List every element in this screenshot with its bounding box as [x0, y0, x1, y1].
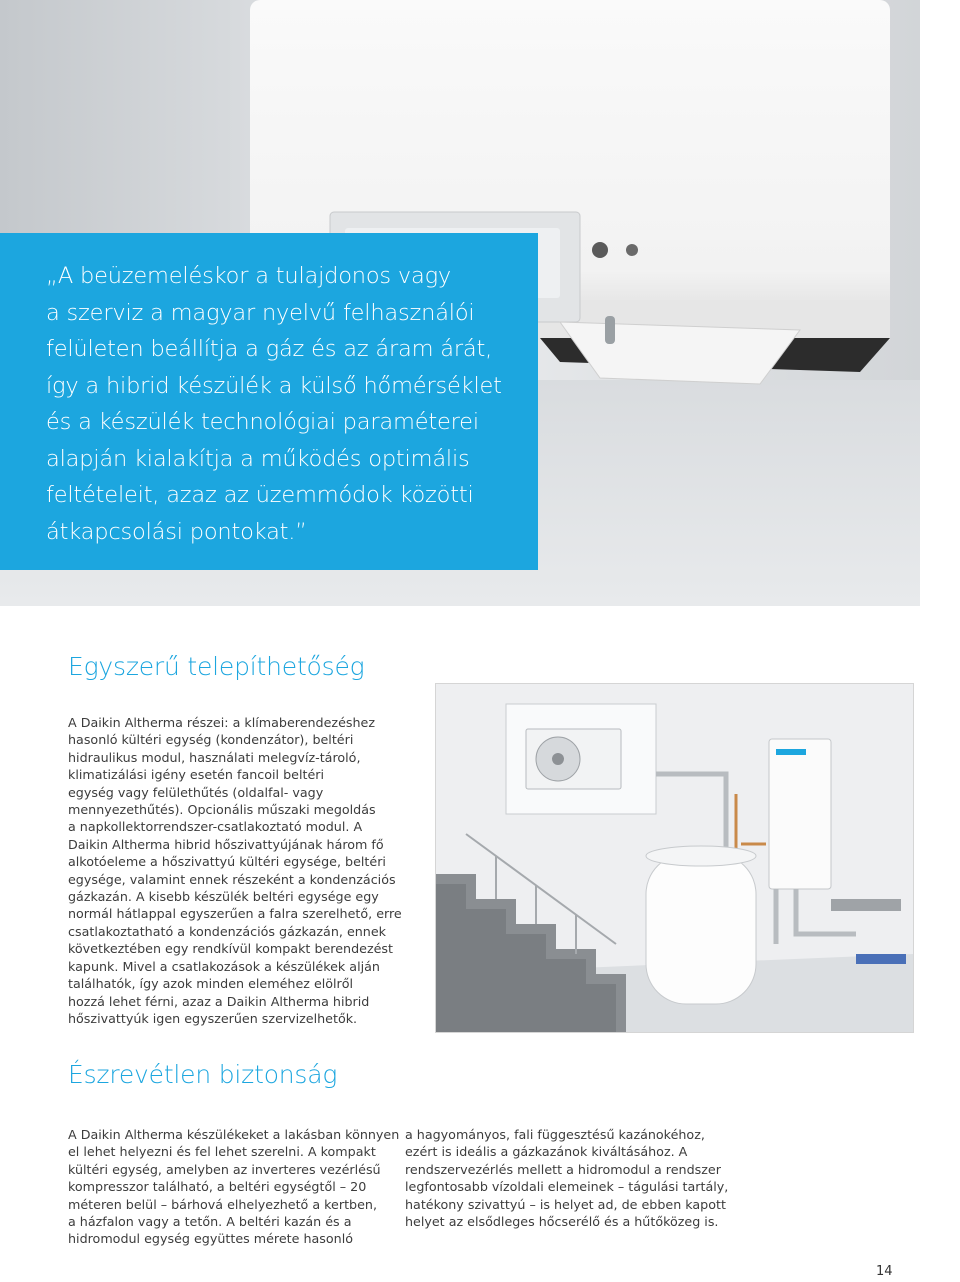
text-line: hőszivattyúk igen egyszerűen szervizelhetők.: [68, 1010, 358, 1026]
text-line: a házfalon vagy a tetőn. A beltéri kazán és a: [68, 1214, 352, 1230]
quote-line: „A beüzemeléskor a tulajdonos vagy: [46, 263, 452, 289]
text-line: egység vagy felülethűtés (oldalfal- vagy: [68, 784, 324, 800]
text-line: Daikin Altherma hibrid hőszivattyújának három fő: [68, 836, 384, 852]
text-line: normál hátlappal egyszerűen a falra szerelhető, erre: [68, 906, 402, 922]
text-line: hidraulikus modul, használati melegvíz-tároló,: [68, 749, 361, 765]
section2-column-left: [68, 1126, 399, 1248]
text-line: kompresszor található, a beltéri egységtől – 20: [68, 1179, 367, 1195]
quote-line: és a készülék technológiai paraméterei: [46, 409, 479, 435]
text-line: találhatók, így azok minden eleméhez elölről: [68, 976, 354, 992]
text-line: helyet az elsődleges hőcserélő és a hűtőközeg is.: [405, 1214, 719, 1230]
quote-line: így a hibrid készülék a külső hőmérséklet: [46, 372, 502, 399]
page-number: 14: [876, 1264, 893, 1279]
text-line: rendszervezérlés mellett a hidromodul a rendszer: [405, 1161, 721, 1177]
text-line: kapunk. Mivel a csatlakozások a készülékek alján: [68, 958, 380, 974]
section-heading-safety: Észrevétlen biztonság: [68, 1060, 338, 1089]
installation-illustration: [435, 683, 914, 1033]
text-line: hidromodul egység együttes mérete hasonló: [68, 1231, 354, 1247]
text-line: a hagyományos, fali függesztésű kazánokéhoz,: [405, 1127, 705, 1142]
text-line: klimatizálási igény esetén fancoil beltéri: [68, 767, 324, 783]
quote-line: felületen beállítja a gáz és az áram árát,: [46, 336, 493, 362]
text-line: méteren belül – bárhová elhelyezhető a kertben,: [68, 1196, 377, 1212]
text-line: mennyezethűtés). Opcionális műszaki megoldás: [68, 802, 376, 818]
quote-line: a szerviz a magyar nyelvű felhasználói: [46, 299, 475, 326]
section2-column-right: [405, 1126, 728, 1230]
pull-quote: [46, 258, 526, 550]
text-line: hasonló kültéri egység (kondenzátor), beltéri: [68, 732, 354, 748]
text-line: hatékony szivattyú – is helyet ad, de ebben kapott: [405, 1196, 726, 1212]
text-line: el lehet helyezni és fel lehet szerelni. A kompakt: [68, 1144, 376, 1160]
basement-installation-drawing: [436, 684, 913, 1032]
text-line: legfontosabb vízoldali elemeinek – tágulási tartály,: [405, 1179, 729, 1195]
text-line: a napkollektorrendszer-csatlakoztató modul. A: [68, 819, 363, 835]
hero-photo: [0, 0, 920, 606]
text-line: A Daikin Altherma részei: a klímaberendezéshez: [68, 715, 375, 730]
text-line: csatlakoztatható a kondenzációs gázkazán, ennek: [68, 923, 386, 939]
section1-paragraph: [68, 714, 402, 1027]
quote-line: feltételeit, azaz az üzemmódok közötti: [46, 482, 474, 508]
section-heading-installation: Egyszerű telepíthetőség: [68, 652, 365, 681]
text-line: A Daikin Altherma készülékeket a lakásban könnyen: [68, 1127, 400, 1142]
quote-line: alapján kialakítja a működés optimális: [46, 445, 470, 472]
quote-line: átkapcsolási pontokat.”: [46, 518, 307, 545]
text-line: ezért is ideális a gázkazánok kiváltásához. A: [405, 1144, 688, 1160]
text-line: gázkazán. A kisebb készülék beltéri egysége egy: [68, 889, 379, 905]
text-line: egysége, valamint ennek részeként a kondenzációs: [68, 871, 396, 887]
text-line: alkotóeleme a hőszivattyú kültéri egysége, beltéri: [68, 854, 386, 870]
text-line: következtében egy rendkívül kompakt berendezést: [68, 941, 393, 957]
text-line: kültéri egység, amelyben az inverteres vezérlésű: [68, 1161, 381, 1177]
text-line: hozzá lehet férni, azaz a Daikin Altherma hibrid: [68, 993, 370, 1009]
